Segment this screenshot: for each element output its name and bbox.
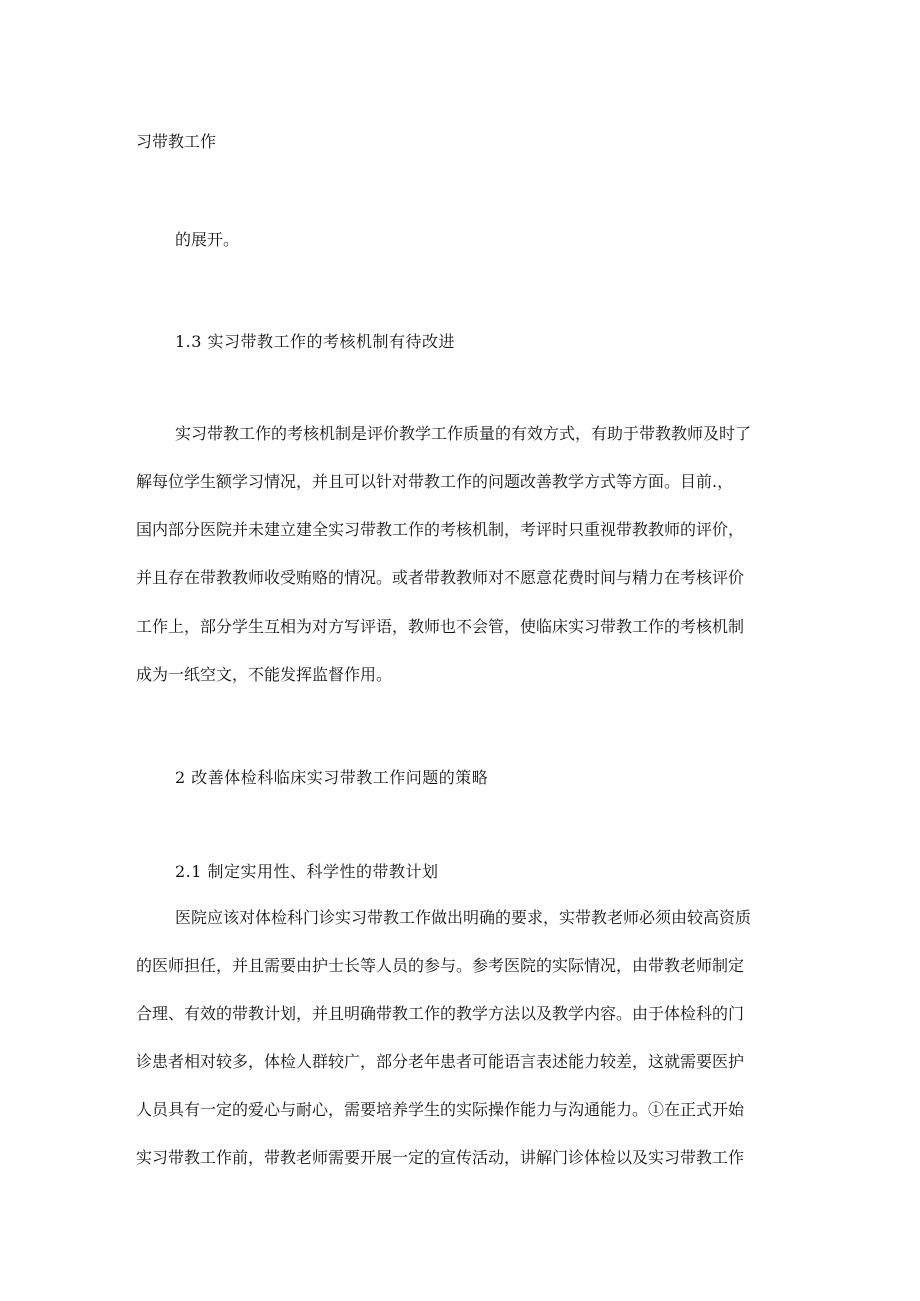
paragraph-line: 医院应该对体检科门诊实习带教工作做出明确的要求，实带教老师必须由较高资质 xyxy=(175,908,752,927)
paragraph-line: 实习带教工作的考核机制是评价教学工作质量的有效方式，有助于带教教师及时了 xyxy=(175,424,752,443)
text-fragment: 习带教工作 xyxy=(136,132,217,151)
section-heading: 1.3 实习带教工作的考核机制有待改进 xyxy=(175,332,456,351)
paragraph-line: 工作上，部分学生互相为对方写评语，教师也不会管，使临床实习带教工作的考核机制 xyxy=(136,617,745,636)
paragraph-line: 并且存在带教教师收受贿赂的情况。或者带教教师对不愿意花费时间与精力在考核评价 xyxy=(136,568,745,587)
paragraph-line: 国内部分医院并未建立建全实习带教工作的考核机制，考评时只重视带教教师的评价， xyxy=(136,520,745,539)
paragraph-line: 人员具有一定的爱心与耐心，需要培养学生的实际操作能力与沟通能力。①在正式开始 xyxy=(136,1100,745,1119)
paragraph-line: 合理、有效的带教计划，并且明确带教工作的教学方法以及教学内容。由于体检科的门 xyxy=(136,1004,745,1023)
paragraph-line: 诊患者相对较多，体检人群较广，部分老年患者可能语言表述能力较差，这就需要医护 xyxy=(136,1052,745,1071)
paragraph-line: 成为一纸空文，不能发挥监督作用。 xyxy=(136,665,393,684)
text-fragment: 的展开。 xyxy=(175,230,240,249)
section-heading: 2.1 制定实用性、科学性的带教计划 xyxy=(175,862,439,881)
section-heading: 2 改善体检科临床实习带教工作问题的策略 xyxy=(175,768,489,787)
paragraph-line: 解每位学生额学习情况，并且可以针对带教工作的问题改善教学方式等方面。目前.， xyxy=(136,472,734,491)
paragraph-line: 实习带教工作前，带教老师需要开展一定的宣传活动，讲解门诊体检以及实习带教工作 xyxy=(136,1148,745,1167)
paragraph-line: 的医师担任，并且需要由护士长等人员的参与。参考医院的实际情况，由带教老师制定 xyxy=(136,956,745,975)
